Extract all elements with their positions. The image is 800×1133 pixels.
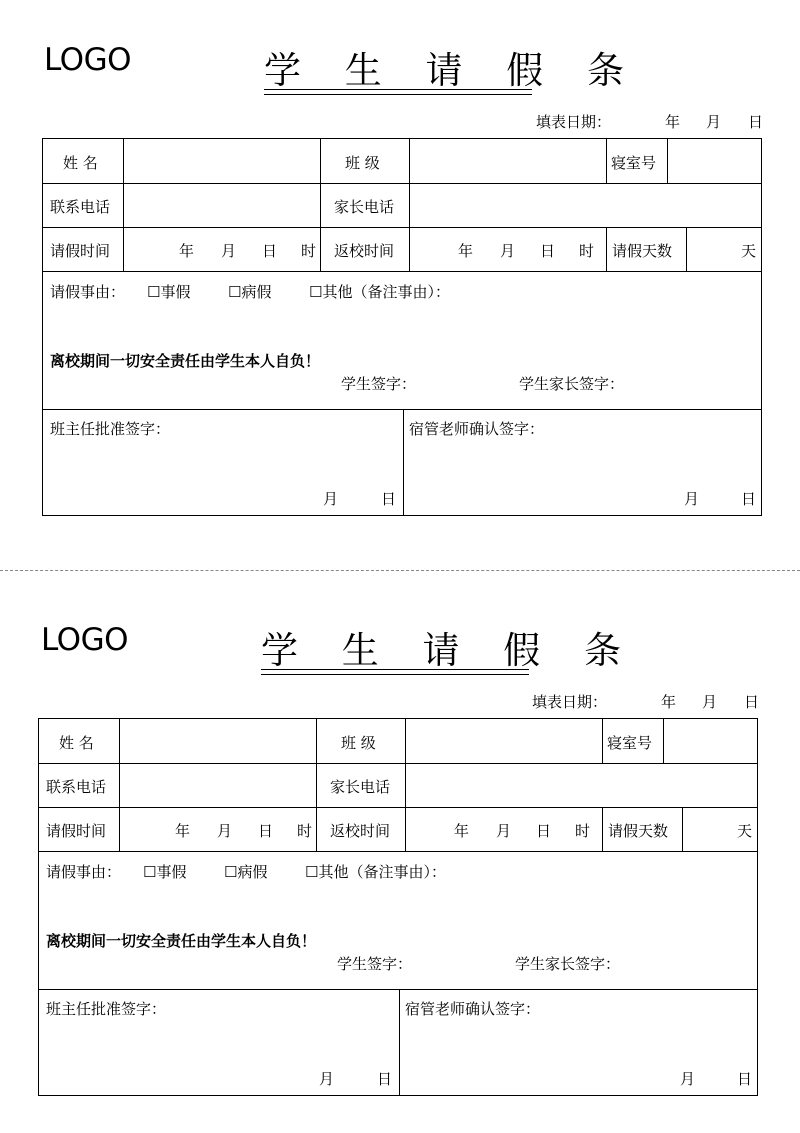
col-divider (119, 719, 120, 851)
fill-date-label: 填表日期： (532, 693, 608, 711)
phone-label: 联系电话 (50, 198, 111, 216)
return-day: 日 (540, 242, 556, 260)
parent-sign-label: 学生家长签字： (515, 955, 621, 973)
cut-line (0, 570, 800, 571)
fill-date-label: 填表日期： (536, 113, 612, 131)
col-divider (403, 409, 404, 516)
dorm-teacher-sign-label: 宿管老师确认签字： (409, 420, 545, 438)
leave-day: 日 (258, 822, 274, 840)
leave-days-label: 请假天数 (608, 822, 669, 840)
return-time-label: 返校时间 (334, 242, 395, 260)
teacher-sign-label: 班主任批准签字： (46, 1000, 167, 1018)
row-divider (39, 851, 757, 852)
return-month: 月 (496, 822, 512, 840)
col-divider (123, 139, 124, 271)
return-time-label: 返校时间 (330, 822, 391, 840)
name-label: 姓 名 (59, 734, 94, 752)
col-divider (405, 719, 406, 851)
fill-date-year: 年 (661, 693, 677, 711)
row-divider (43, 409, 761, 410)
col-divider (316, 719, 317, 851)
fill-date-year: 年 (665, 113, 681, 131)
leave-days-label: 请假天数 (612, 242, 673, 260)
leave-form-bottom (0, 580, 800, 1100)
fill-date-day: 日 (748, 113, 764, 131)
teacher-sign-day: 日 (377, 1070, 393, 1088)
disclaimer: 离校期间一切安全责任由学生本人自负！ (50, 352, 321, 370)
title-underline (264, 89, 532, 90)
leave-table (38, 718, 758, 1096)
dorm-sign-month: 月 (684, 490, 700, 508)
option-personal[interactable]: ☐事假 (147, 283, 191, 301)
option-personal[interactable]: ☐事假 (143, 863, 187, 881)
col-divider (602, 719, 603, 763)
leave-form-top (0, 0, 800, 520)
return-hour: 时 (579, 242, 595, 260)
days-unit: 天 (741, 242, 757, 260)
fill-date-day: 日 (744, 693, 760, 711)
dorm-sign-day: 日 (737, 1070, 753, 1088)
leave-month: 月 (221, 242, 237, 260)
parent-phone-label: 家长电话 (330, 778, 391, 796)
option-other[interactable]: ☐其他（备注事由）： (305, 863, 446, 881)
return-year: 年 (458, 242, 474, 260)
dorm-sign-month: 月 (680, 1070, 696, 1088)
row-divider (43, 271, 761, 272)
dorm-label: 寝室号 (611, 154, 657, 172)
col-divider (409, 139, 410, 271)
class-label: 班 级 (345, 154, 380, 172)
leave-hour: 时 (301, 242, 317, 260)
row-divider (39, 989, 757, 990)
leave-year: 年 (175, 822, 191, 840)
leave-time-label: 请假时间 (50, 242, 111, 260)
logo: LOGO (44, 42, 131, 78)
student-sign-label: 学生签字： (341, 375, 417, 393)
title-underline (261, 669, 529, 670)
title-underline-2 (261, 674, 529, 675)
dorm-teacher-sign-label: 宿管老师确认签字： (405, 1000, 541, 1018)
teacher-sign-month: 月 (323, 490, 339, 508)
form-title: 学 生 请 假 条 (261, 629, 638, 672)
option-sick[interactable]: ☐病假 (224, 863, 268, 881)
leave-year: 年 (179, 242, 195, 260)
disclaimer: 离校期间一切安全责任由学生本人自负！ (46, 932, 317, 950)
leave-day: 日 (262, 242, 278, 260)
col-divider (399, 989, 400, 1096)
col-divider (602, 807, 603, 851)
row-divider (39, 807, 757, 808)
class-label: 班 级 (341, 734, 376, 752)
teacher-sign-day: 日 (381, 490, 397, 508)
col-divider (682, 807, 683, 851)
phone-label: 联系电话 (46, 778, 107, 796)
leave-month: 月 (217, 822, 233, 840)
teacher-sign-month: 月 (319, 1070, 335, 1088)
option-sick[interactable]: ☐病假 (228, 283, 272, 301)
col-divider (606, 139, 607, 183)
parent-sign-label: 学生家长签字： (519, 375, 625, 393)
col-divider (686, 227, 687, 271)
col-divider (667, 139, 668, 183)
return-year: 年 (454, 822, 470, 840)
row-divider (43, 227, 761, 228)
leave-time-label: 请假时间 (46, 822, 107, 840)
days-unit: 天 (737, 822, 753, 840)
reason-label: 请假事由： (46, 863, 122, 881)
col-divider (320, 139, 321, 271)
fill-date-month: 月 (706, 113, 722, 131)
return-month: 月 (500, 242, 516, 260)
leave-table (42, 138, 762, 516)
leave-hour: 时 (297, 822, 313, 840)
form-title: 学 生 请 假 条 (264, 49, 641, 92)
row-divider (39, 763, 757, 764)
col-divider (663, 719, 664, 763)
dorm-label: 寝室号 (607, 734, 653, 752)
col-divider (606, 227, 607, 271)
teacher-sign-label: 班主任批准签字： (50, 420, 171, 438)
student-sign-label: 学生签字： (337, 955, 413, 973)
reason-label: 请假事由： (50, 283, 126, 301)
name-label: 姓 名 (63, 154, 98, 172)
logo: LOGO (41, 622, 128, 658)
title-underline-2 (264, 94, 532, 95)
option-other[interactable]: ☐其他（备注事由）： (309, 283, 450, 301)
fill-date-month: 月 (702, 693, 718, 711)
dorm-sign-day: 日 (741, 490, 757, 508)
return-day: 日 (536, 822, 552, 840)
return-hour: 时 (575, 822, 591, 840)
parent-phone-label: 家长电话 (334, 198, 395, 216)
row-divider (43, 183, 761, 184)
